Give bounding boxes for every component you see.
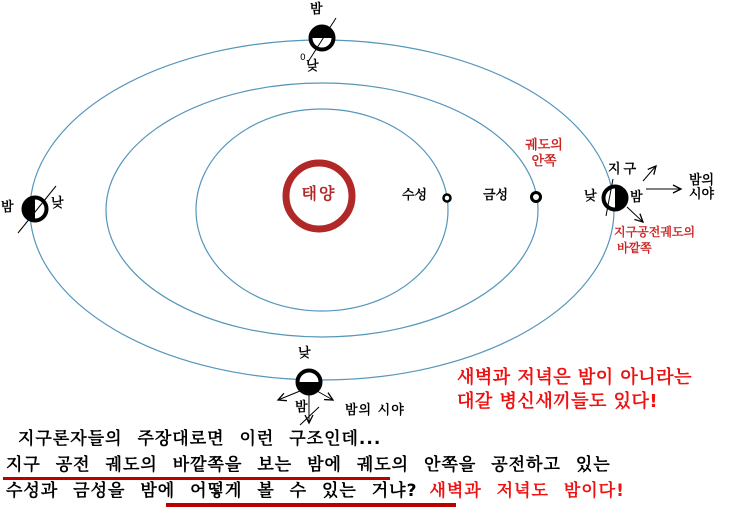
inner-orbit-note-line1: 궤도의 — [525, 138, 563, 153]
earth-title-label: 지구 — [608, 162, 640, 177]
outer-orbit-note — [614, 224, 695, 256]
inner-orbit-note — [516, 138, 572, 170]
inner-orbit-note-line2: 안쪽 — [531, 154, 557, 169]
left-day-label: 낮 — [51, 196, 64, 211]
caption-line2: 지구 공전 궤도의 바깥쪽을 보는 밤에 궤도의 안쪽을 공전하고 있는 — [6, 455, 611, 475]
caption-line1: 지구론자들의 주장대로면 이런 구조인데... — [18, 429, 382, 449]
caption-line3 — [6, 481, 625, 501]
sun-label: 태양 — [301, 184, 337, 203]
bottom-day-label: 낮 — [298, 346, 311, 361]
arrow-up-right — [643, 166, 656, 181]
side-note-line1: 새벽과 저녁은 밤이 아니라는 — [457, 367, 692, 388]
red-underline-line3 — [166, 503, 456, 507]
arrow-down-right — [627, 207, 643, 222]
earth-icon-top — [308, 18, 336, 62]
top-night-label: 밤 — [310, 2, 323, 17]
arrow-down-left-view — [278, 391, 300, 400]
venus-label: 금성 — [483, 188, 509, 203]
right-night-view-line1: 밤의 — [689, 173, 715, 188]
caption-line3-retort: 새벽과 저녁도 밤이다! — [429, 481, 625, 501]
mercury-icon — [444, 195, 451, 202]
caption-line3-question: 수성과 금성을 밤에 어떻게 볼 수 있는 거냐? — [6, 481, 418, 501]
outer-orbit-note-line2: 바깥쪽 — [617, 241, 652, 255]
arrow-down-right-view — [317, 391, 333, 400]
right-night-label: 밤 — [630, 190, 643, 205]
right-day-label: 낮 — [584, 189, 597, 204]
bottom-night-label: 밤 — [295, 400, 308, 415]
bottom-night-view-label: 밤의 시야 — [345, 403, 405, 418]
top-zero-label: 0 — [300, 53, 306, 63]
right-night-view-line2: 시야 — [689, 187, 715, 202]
side-note-line2: 대갈 병신새끼들도 있다! — [457, 391, 659, 412]
venus-icon — [532, 193, 541, 202]
red-underline-line2 — [3, 477, 390, 480]
top-day-label: 낮 — [306, 59, 319, 74]
right-night-view-label — [689, 174, 714, 202]
outer-orbit-note-line1: 지구공전궤도의 — [614, 225, 696, 239]
mercury-label: 수성 — [402, 188, 428, 203]
left-night-label: 밤 — [1, 200, 14, 215]
side-note — [457, 366, 692, 414]
